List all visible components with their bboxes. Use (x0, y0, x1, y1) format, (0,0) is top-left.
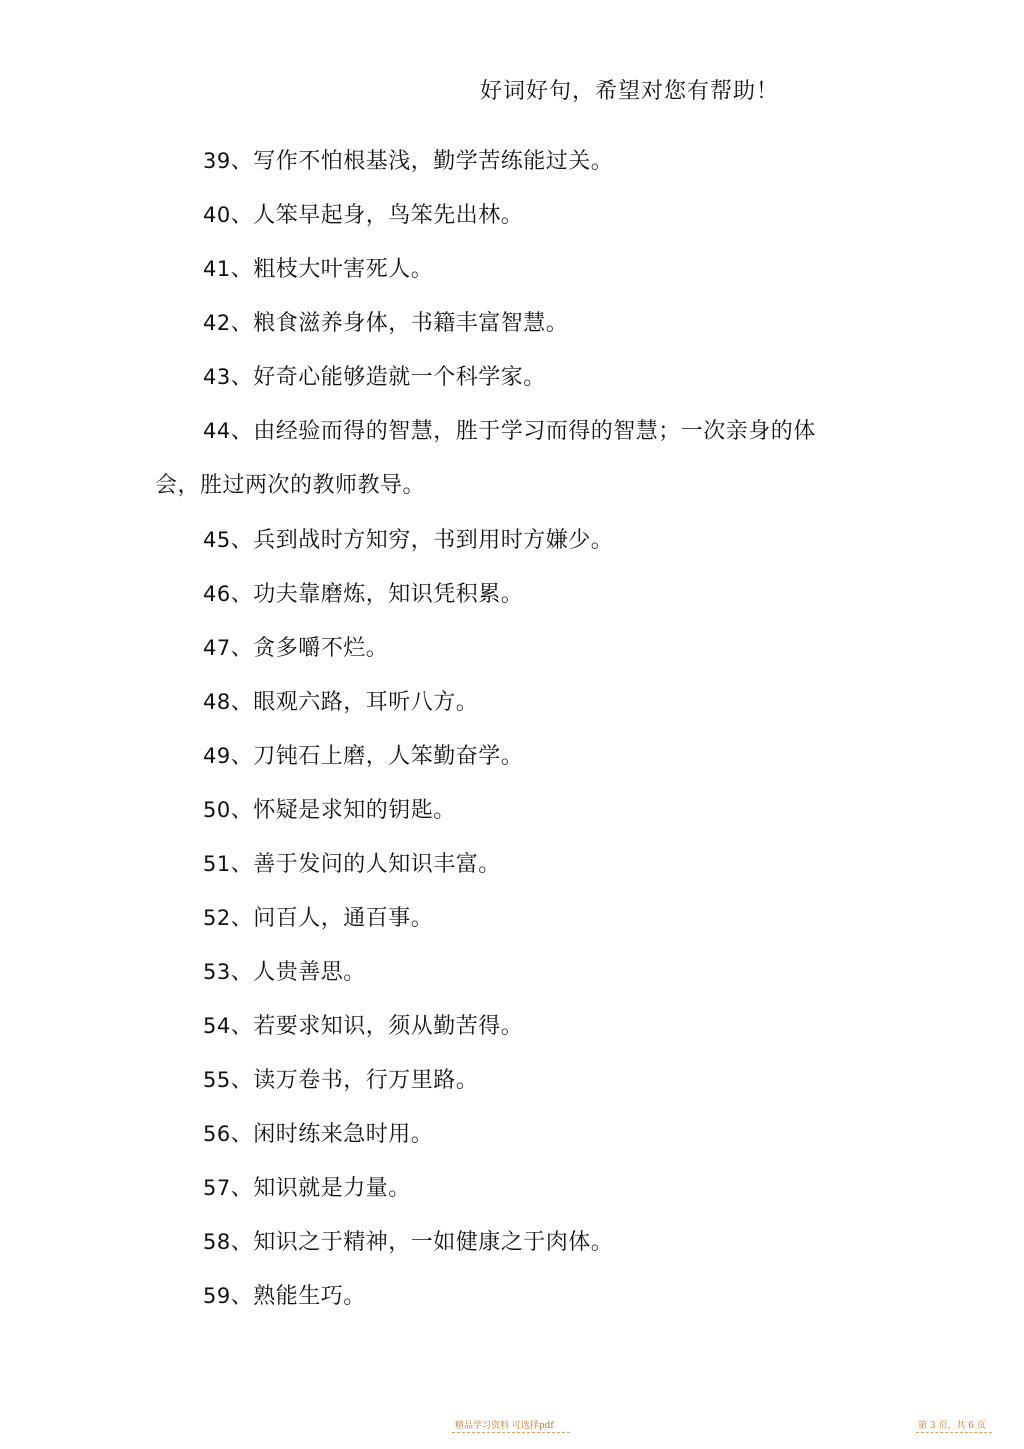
item-text: 、刀钝石上磨，人笨勤奋学。 (230, 744, 524, 769)
item-text: 、写作不怕根基浅，勤学苦练能过关。 (230, 149, 614, 174)
list-item (155, 1161, 835, 1215)
list-item (155, 891, 835, 945)
item-number: 46 (203, 582, 231, 606)
item-text: 、人贵善思。 (230, 960, 366, 985)
item-text: 、眼观六路，耳听八方。 (230, 690, 479, 715)
list-item (155, 729, 835, 783)
list-item (155, 134, 835, 188)
page-header-title: 好词好句，希望对您有帮助！ (480, 79, 780, 104)
footer-watermark-text: 精品学习资料 可选择pdf (455, 1421, 554, 1431)
item-text: 、粗枝大叶害死人。 (230, 257, 434, 282)
item-text: 、读万卷书，行万里路。 (230, 1068, 479, 1093)
item-number: 39 (203, 149, 231, 173)
list-item (155, 404, 835, 513)
item-number: 42 (203, 311, 231, 335)
item-number: 48 (203, 690, 231, 714)
item-number: 49 (203, 744, 231, 768)
footer-divider (916, 1432, 992, 1433)
list-item (155, 783, 835, 837)
item-text: 、由经验而得的智慧，胜于学习而得的智慧；一次亲身的体 (230, 419, 816, 444)
item-text: 、知识之于精神，一如健康之于肉体。 (230, 1230, 614, 1255)
list-item (155, 188, 835, 242)
item-number: 54 (203, 1014, 231, 1038)
item-number: 45 (203, 528, 231, 552)
proverb-list (155, 134, 835, 1323)
item-text: 、知识就是力量。 (230, 1176, 411, 1201)
item-number: 52 (203, 906, 231, 930)
item-text: 、贪多嚼不烂。 (230, 636, 389, 661)
item-number: 57 (203, 1176, 231, 1200)
item-number: 55 (203, 1068, 231, 1092)
list-item (155, 513, 835, 567)
item-number: 41 (203, 257, 231, 281)
item-number: 44 (203, 419, 231, 443)
item-text: 、好奇心能够造就一个科学家。 (230, 365, 546, 390)
list-item (155, 945, 835, 999)
list-item (155, 1107, 835, 1161)
item-text: 、兵到战时方知穷，书到用时方嫌少。 (230, 528, 614, 553)
footer-divider (452, 1432, 570, 1433)
item-number: 47 (203, 636, 231, 660)
item-text: 、问百人，通百事。 (230, 906, 434, 931)
item-text: 、粮食滋养身体，书籍丰富智慧。 (230, 311, 569, 336)
list-item (155, 837, 835, 891)
item-number: 40 (203, 203, 231, 227)
list-item (155, 350, 835, 404)
list-item (155, 621, 835, 675)
list-item (155, 1215, 835, 1269)
item-text: 、怀疑是求知的钥匙。 (230, 798, 456, 823)
item-text: 、功夫靠磨炼，知识凭积累。 (230, 582, 524, 607)
item-number: 59 (203, 1284, 231, 1308)
item-number: 51 (203, 852, 231, 876)
item-text: 、人笨早起身，鸟笨先出林。 (230, 203, 524, 228)
item-number: 58 (203, 1230, 231, 1254)
list-item (155, 567, 835, 621)
page-number: 第 3 页，共 6 页 (918, 1421, 986, 1431)
list-item (155, 999, 835, 1053)
list-item (155, 1269, 835, 1323)
item-text: 、闲时练来急时用。 (230, 1122, 434, 1147)
item-text: 、善于发问的人知识丰富。 (230, 852, 501, 877)
item-number: 50 (203, 798, 231, 822)
list-item (155, 1053, 835, 1107)
list-item (155, 242, 835, 296)
item-text: 、熟能生巧。 (230, 1284, 366, 1309)
item-number: 56 (203, 1122, 231, 1146)
item-number: 53 (203, 960, 231, 984)
item-text-continuation: 会，胜过两次的教师教导。 (155, 473, 426, 498)
item-number: 43 (203, 365, 231, 389)
list-item (155, 296, 835, 350)
list-item (155, 675, 835, 729)
item-text: 、若要求知识，须从勤苦得。 (230, 1014, 524, 1039)
